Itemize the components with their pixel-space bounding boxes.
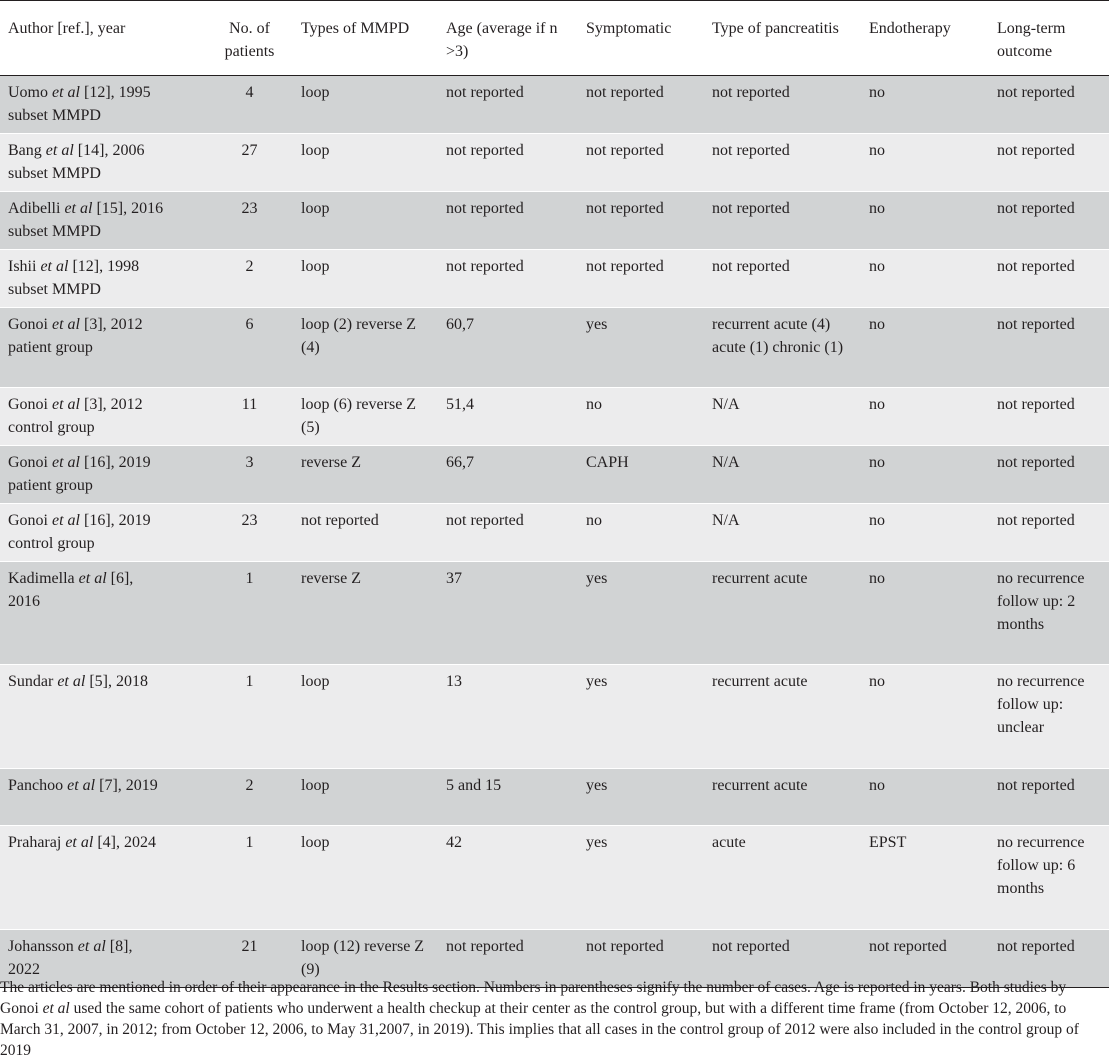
table-row — [0, 769, 1109, 826]
cell-outcome: not reported — [989, 250, 1109, 308]
author-name: Ishii — [8, 258, 37, 275]
cell-type: loop — [293, 134, 438, 192]
cell-symptomatic: not reported — [578, 134, 704, 192]
cell-author — [0, 308, 206, 388]
cell-author — [0, 134, 206, 192]
author-subset: subset MMPD — [8, 281, 101, 298]
cell-outcome: no recurrence follow up: unclear — [989, 665, 1109, 769]
cell-outcome: no recurrence follow up: 6 months — [989, 826, 1109, 930]
cell-author — [0, 665, 206, 769]
author-etal: et al — [57, 673, 86, 690]
author-ref: [3], 2012 — [80, 396, 143, 413]
cell-symptomatic: not reported — [586, 84, 664, 101]
author-etal: et al — [64, 200, 93, 217]
cell-outcome: no recurrence follow up: 2 months — [989, 562, 1109, 665]
cell-endotherapy: no — [861, 769, 989, 826]
cell-pancreatitis: recurrent acute — [704, 665, 861, 769]
cell-author — [0, 504, 206, 562]
table-row — [0, 826, 1109, 930]
table-header-row — [0, 1, 1109, 76]
cell-age: 66,7 — [438, 446, 578, 504]
cell-pancreatitis: N/A — [704, 388, 861, 446]
cell-symptomatic: yes — [578, 826, 704, 930]
cell-type: loop (6) reverse Z (5) — [293, 388, 438, 446]
cell-patients: 1 — [206, 826, 293, 930]
cell-patients: 2 — [206, 769, 293, 826]
cell-author — [0, 192, 206, 250]
author-name: Johansson — [8, 938, 74, 955]
cell-age: 60,7 — [438, 308, 578, 388]
table-body — [0, 76, 1109, 988]
author-subset: control group — [8, 535, 95, 552]
header-author: Author [ref.], year — [8, 20, 126, 37]
cell-endotherapy: EPST — [861, 826, 989, 930]
author-ref: [12], 1995 — [80, 84, 151, 101]
cell-symptomatic: yes — [578, 769, 704, 826]
cell-patients: 11 — [206, 388, 293, 446]
cell-endotherapy: no — [869, 84, 885, 101]
author-subset: patient group — [8, 339, 93, 356]
cell-pancreatitis: N/A — [704, 504, 861, 562]
author-name: Sundar — [8, 673, 54, 690]
cell-author — [0, 446, 206, 504]
cell-type: loop — [293, 665, 438, 769]
cell-patients: 21 — [206, 930, 293, 988]
cell-pancreatitis: not reported — [704, 134, 861, 192]
cell-author — [0, 388, 206, 446]
cell-outcome: not reported — [989, 769, 1109, 826]
cell-patients: 1 — [206, 665, 293, 769]
author-ref: [8], — [105, 938, 133, 955]
cell-outcome: not reported — [989, 388, 1109, 446]
footnote-etal: et al — [42, 1000, 70, 1017]
cell-type: loop — [293, 769, 438, 826]
author-subset: subset MMPD — [8, 165, 101, 182]
cell-pancreatitis: N/A — [704, 446, 861, 504]
author-etal: et al — [67, 777, 96, 794]
cell-symptomatic: no — [578, 388, 704, 446]
cell-pancreatitis: not reported — [704, 250, 861, 308]
cell-age: not reported — [438, 930, 578, 988]
header-symptomatic: Symptomatic — [586, 20, 672, 37]
cell-author — [0, 250, 206, 308]
cell-outcome: not reported — [989, 446, 1109, 504]
cell-endotherapy: no — [861, 665, 989, 769]
table-footnote — [0, 977, 1100, 1061]
author-subset: control group — [8, 419, 95, 436]
footnote-part1: The articles are mentioned in order of their appearance in the Results section. Numbers in parentheses signify the number of cases. Age is reported in years. Both studies by Gonoi — [0, 979, 1067, 1017]
header-patients: No. of patients — [224, 20, 275, 60]
author-subset: patient group — [8, 477, 93, 494]
cell-outcome: not reported — [997, 84, 1075, 101]
cell-endotherapy: not reported — [861, 930, 989, 988]
table-row — [0, 665, 1109, 769]
author-ref: [15], 2016 — [92, 200, 164, 217]
cell-endotherapy: no — [861, 250, 989, 308]
author-etal: et al — [52, 454, 80, 471]
header-age: Age (average if n >3) — [446, 20, 558, 60]
cell-author — [0, 826, 206, 930]
cell-outcome: not reported — [989, 930, 1109, 988]
cell-endotherapy: no — [861, 192, 989, 250]
cell-symptomatic: not reported — [578, 930, 704, 988]
table-row — [0, 250, 1109, 308]
cell-symptomatic: no — [578, 504, 704, 562]
author-name: Kadimella — [8, 570, 75, 587]
footnote-part2: used the same cohort of patients who underwent a health checkup at their center as the control group, but with a different time frame (from October 12, 2006, to March 31, 2007, in 2012; from October 12, 2006, to May 31,2007, in 2019). This implies that all cases in the control group of 2012 were also included in the control group of 2019 — [0, 1000, 1079, 1059]
cell-endotherapy: no — [861, 446, 989, 504]
cell-endotherapy: no — [861, 134, 989, 192]
header-pancreatitis: Type of pancreatitis — [712, 20, 839, 37]
author-ref: [6], — [106, 570, 134, 587]
cell-patients: 1 — [206, 562, 293, 665]
cell-age: 13 — [438, 665, 578, 769]
cell-age: not reported — [446, 84, 524, 101]
cell-outcome: not reported — [989, 134, 1109, 192]
author-etal: et al — [65, 834, 94, 851]
cell-symptomatic: yes — [578, 308, 704, 388]
cell-author — [0, 562, 206, 665]
cell-pancreatitis: not reported — [704, 930, 861, 988]
cell-outcome: not reported — [989, 504, 1109, 562]
author-name: Gonoi — [8, 316, 48, 333]
author-etal: et al — [45, 142, 74, 159]
cell-outcome: not reported — [989, 192, 1109, 250]
table-row — [0, 504, 1109, 562]
author-etal: et al — [52, 396, 80, 413]
cell-type: reverse Z — [293, 562, 438, 665]
table-row — [0, 388, 1109, 446]
cell-symptomatic: yes — [578, 562, 704, 665]
cell-endotherapy: no — [861, 504, 989, 562]
cell-type: loop — [293, 826, 438, 930]
cell-endotherapy: no — [861, 562, 989, 665]
cell-pancreatitis: acute — [704, 826, 861, 930]
header-endotherapy: Endotherapy — [869, 20, 951, 37]
author-ref: [16], 2019 — [80, 454, 151, 471]
cell-type: reverse Z — [293, 446, 438, 504]
cell-age: 5 and 15 — [438, 769, 578, 826]
cell-pancreatitis: recurrent acute — [704, 769, 861, 826]
cell-pancreatitis: recurrent acute (4) acute (1) chronic (1) — [704, 308, 861, 388]
author-name: Uomo — [8, 84, 48, 101]
cell-type: loop — [301, 84, 330, 101]
author-subset: 2022 — [8, 961, 40, 978]
cell-age: not reported — [438, 134, 578, 192]
cell-endotherapy: no — [861, 388, 989, 446]
author-name: Panchoo — [8, 777, 64, 794]
cell-patients: 4 — [245, 84, 254, 101]
cell-type: loop — [293, 192, 438, 250]
author-name: Gonoi — [8, 512, 48, 529]
cell-symptomatic: not reported — [578, 192, 704, 250]
author-etal: et al — [52, 84, 80, 101]
cell-patients: 23 — [206, 192, 293, 250]
cell-age: 42 — [438, 826, 578, 930]
cell-pancreatitis: recurrent acute — [704, 562, 861, 665]
author-etal: et al — [52, 316, 80, 333]
cell-type: loop (12) reverse Z (9) — [293, 930, 438, 988]
author-etal: et al — [77, 938, 106, 955]
author-subset: 2016 — [8, 593, 40, 610]
cell-author — [0, 769, 206, 826]
header-outcome: Long-term outcome — [997, 20, 1066, 60]
cell-type: loop (2) reverse Z (4) — [293, 308, 438, 388]
cell-type: not reported — [293, 504, 438, 562]
author-name: Adibelli — [8, 200, 61, 217]
table-row — [0, 308, 1109, 388]
author-ref: [3], 2012 — [80, 316, 143, 333]
cell-type: loop — [293, 250, 438, 308]
cell-age: not reported — [438, 250, 578, 308]
cell-pancreatitis: not reported — [704, 192, 861, 250]
cell-symptomatic: not reported — [578, 250, 704, 308]
cell-patients: 6 — [206, 308, 293, 388]
table-row — [0, 562, 1109, 665]
author-etal: et al — [40, 258, 69, 275]
cell-symptomatic: CAPH — [578, 446, 704, 504]
author-ref: [12], 1998 — [68, 258, 140, 275]
cell-outcome: not reported — [989, 308, 1109, 388]
table-row — [0, 446, 1109, 504]
author-name: Gonoi — [8, 396, 48, 413]
cell-patients: 27 — [206, 134, 293, 192]
cell-age: 37 — [438, 562, 578, 665]
cell-patients: 2 — [206, 250, 293, 308]
author-ref: [16], 2019 — [80, 512, 151, 529]
cell-patients: 3 — [206, 446, 293, 504]
author-ref: [7], 2019 — [95, 777, 158, 794]
author-name: Bang — [8, 142, 42, 159]
table-row — [0, 76, 1109, 134]
cell-age: 51,4 — [438, 388, 578, 446]
author-ref: [4], 2024 — [93, 834, 156, 851]
cell-age: not reported — [438, 192, 578, 250]
author-etal: et al — [78, 570, 107, 587]
cell-patients: 23 — [206, 504, 293, 562]
footnote-text — [0, 977, 1100, 1061]
author-ref: [14], 2006 — [73, 142, 145, 159]
author-subset: subset MMPD — [8, 107, 101, 124]
table-row — [0, 134, 1109, 192]
author-etal: et al — [52, 512, 80, 529]
header-type: Types of MMPD — [301, 20, 410, 37]
cell-symptomatic: yes — [578, 665, 704, 769]
table-row — [0, 192, 1109, 250]
cell-pancreatitis: not reported — [712, 84, 790, 101]
author-ref: [5], 2018 — [85, 673, 148, 690]
cell-age: not reported — [438, 504, 578, 562]
author-subset: subset MMPD — [8, 223, 101, 240]
cell-endotherapy: no — [861, 308, 989, 388]
author-name: Praharaj — [8, 834, 62, 851]
author-name: Gonoi — [8, 454, 48, 471]
cell-author — [0, 76, 206, 134]
